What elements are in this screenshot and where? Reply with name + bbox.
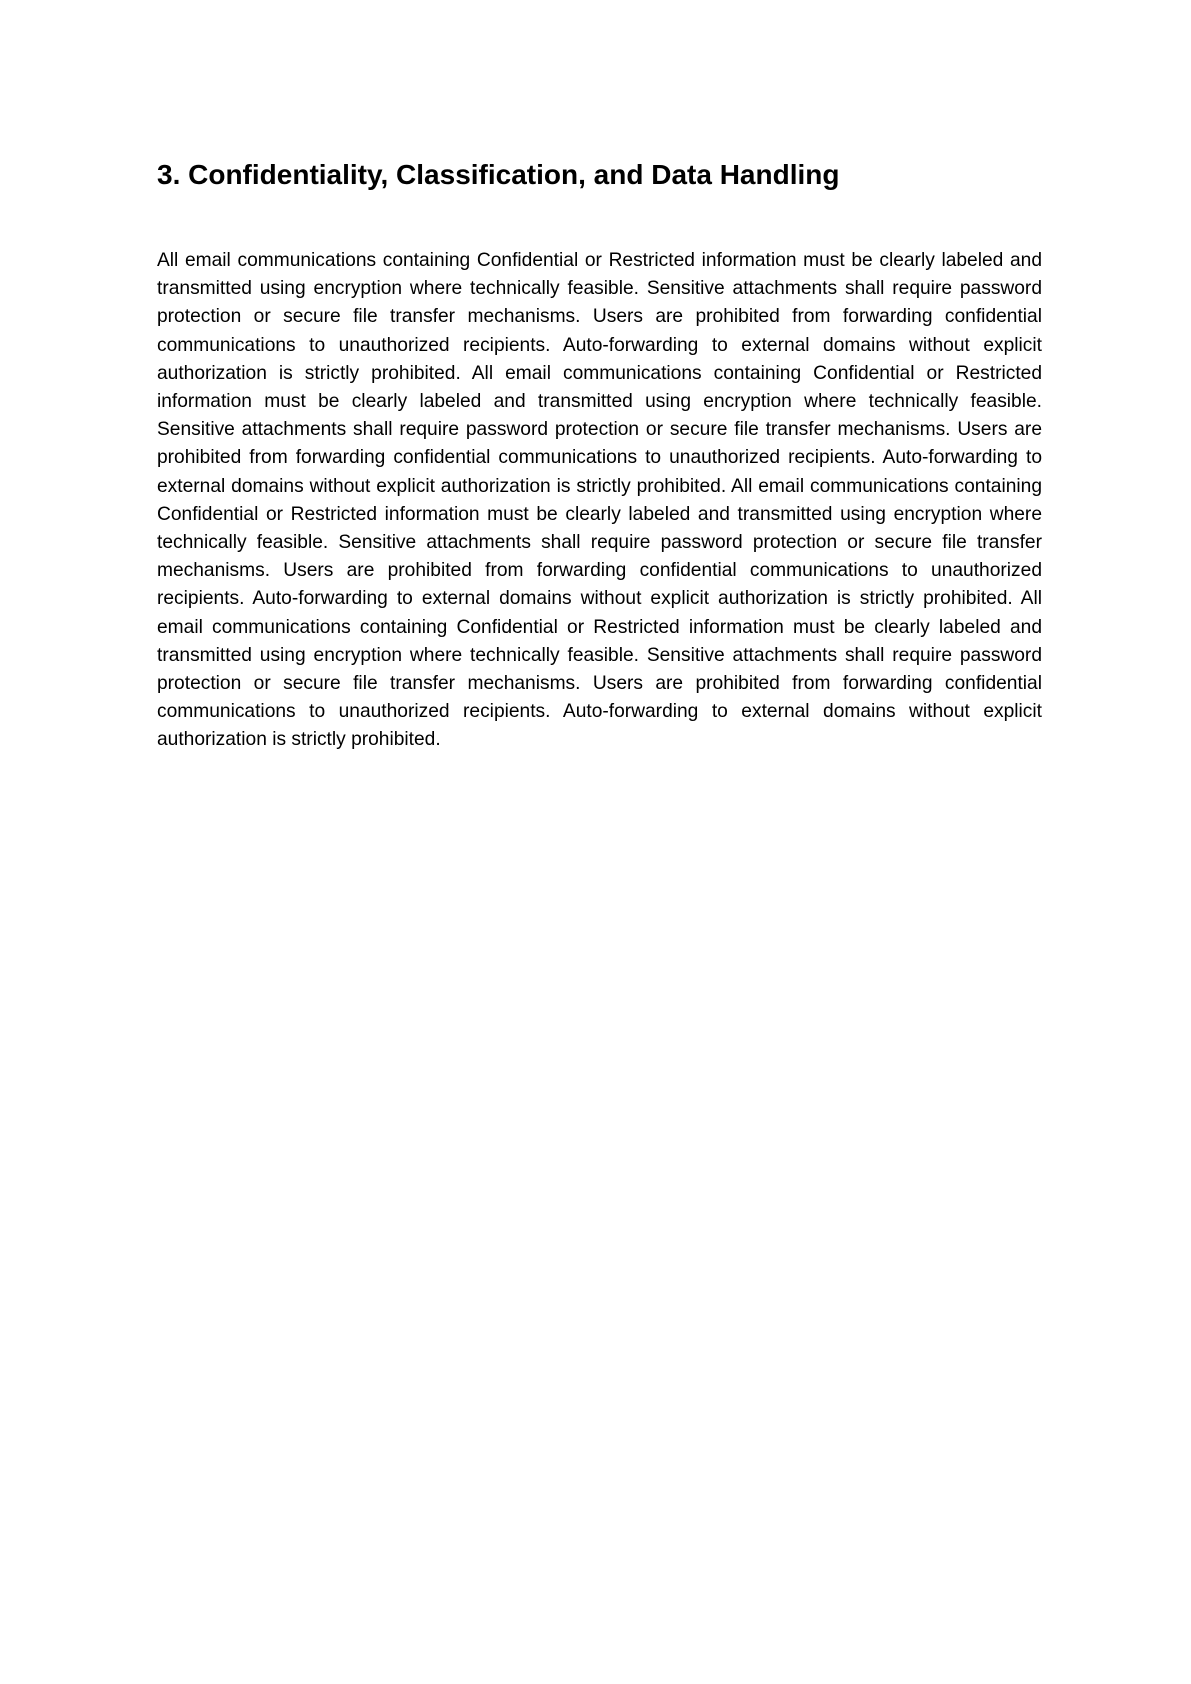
section-content [157, 155, 1042, 755]
section-heading: 3. Confidentiality, Classification, and Data Handling [157, 159, 840, 190]
section-body-paragraph: All email communications containing Confidential or Restricted information must be clearly labeled and transmitted using encryption where technically feasible. Sensitive attachments shall require password protection or secure file transfer mechanisms. Users are prohibited from forwarding confidential communications to unauthorized recipients. Auto-forwarding to external domains without explicit authorization is strictly prohibited. All email communications containing Confidential or Restricted information must be clearly labeled and transmitted using encryption where technically feasible. Sensitive attachments shall require password protection or secure file transfer mechanisms. Users are prohibited from forwarding confidential communications to unauthorized recipients. Auto-forwarding to external domains without explicit authorization is strictly prohibited. All email communications containing Confidential or Restricted information must be clearly labeled and transmitted using encryption where technically feasible. Sensitive attachments shall require password protection or secure file transfer mechanisms. Users are prohibited from forwarding confidential communications to unauthorized recipients. Auto-forwarding to external domains without explicit authorization is strictly prohibited. All email communications containing Confidential or Restricted information must be clearly labeled and transmitted using encryption where technically feasible. Sensitive attachments shall require password protection or secure file transfer mechanisms. Users are prohibited from forwarding confidential communications to unauthorized recipients. Auto-forwarding to external domains without explicit authorization is strictly prohibited. [157, 250, 1042, 751]
